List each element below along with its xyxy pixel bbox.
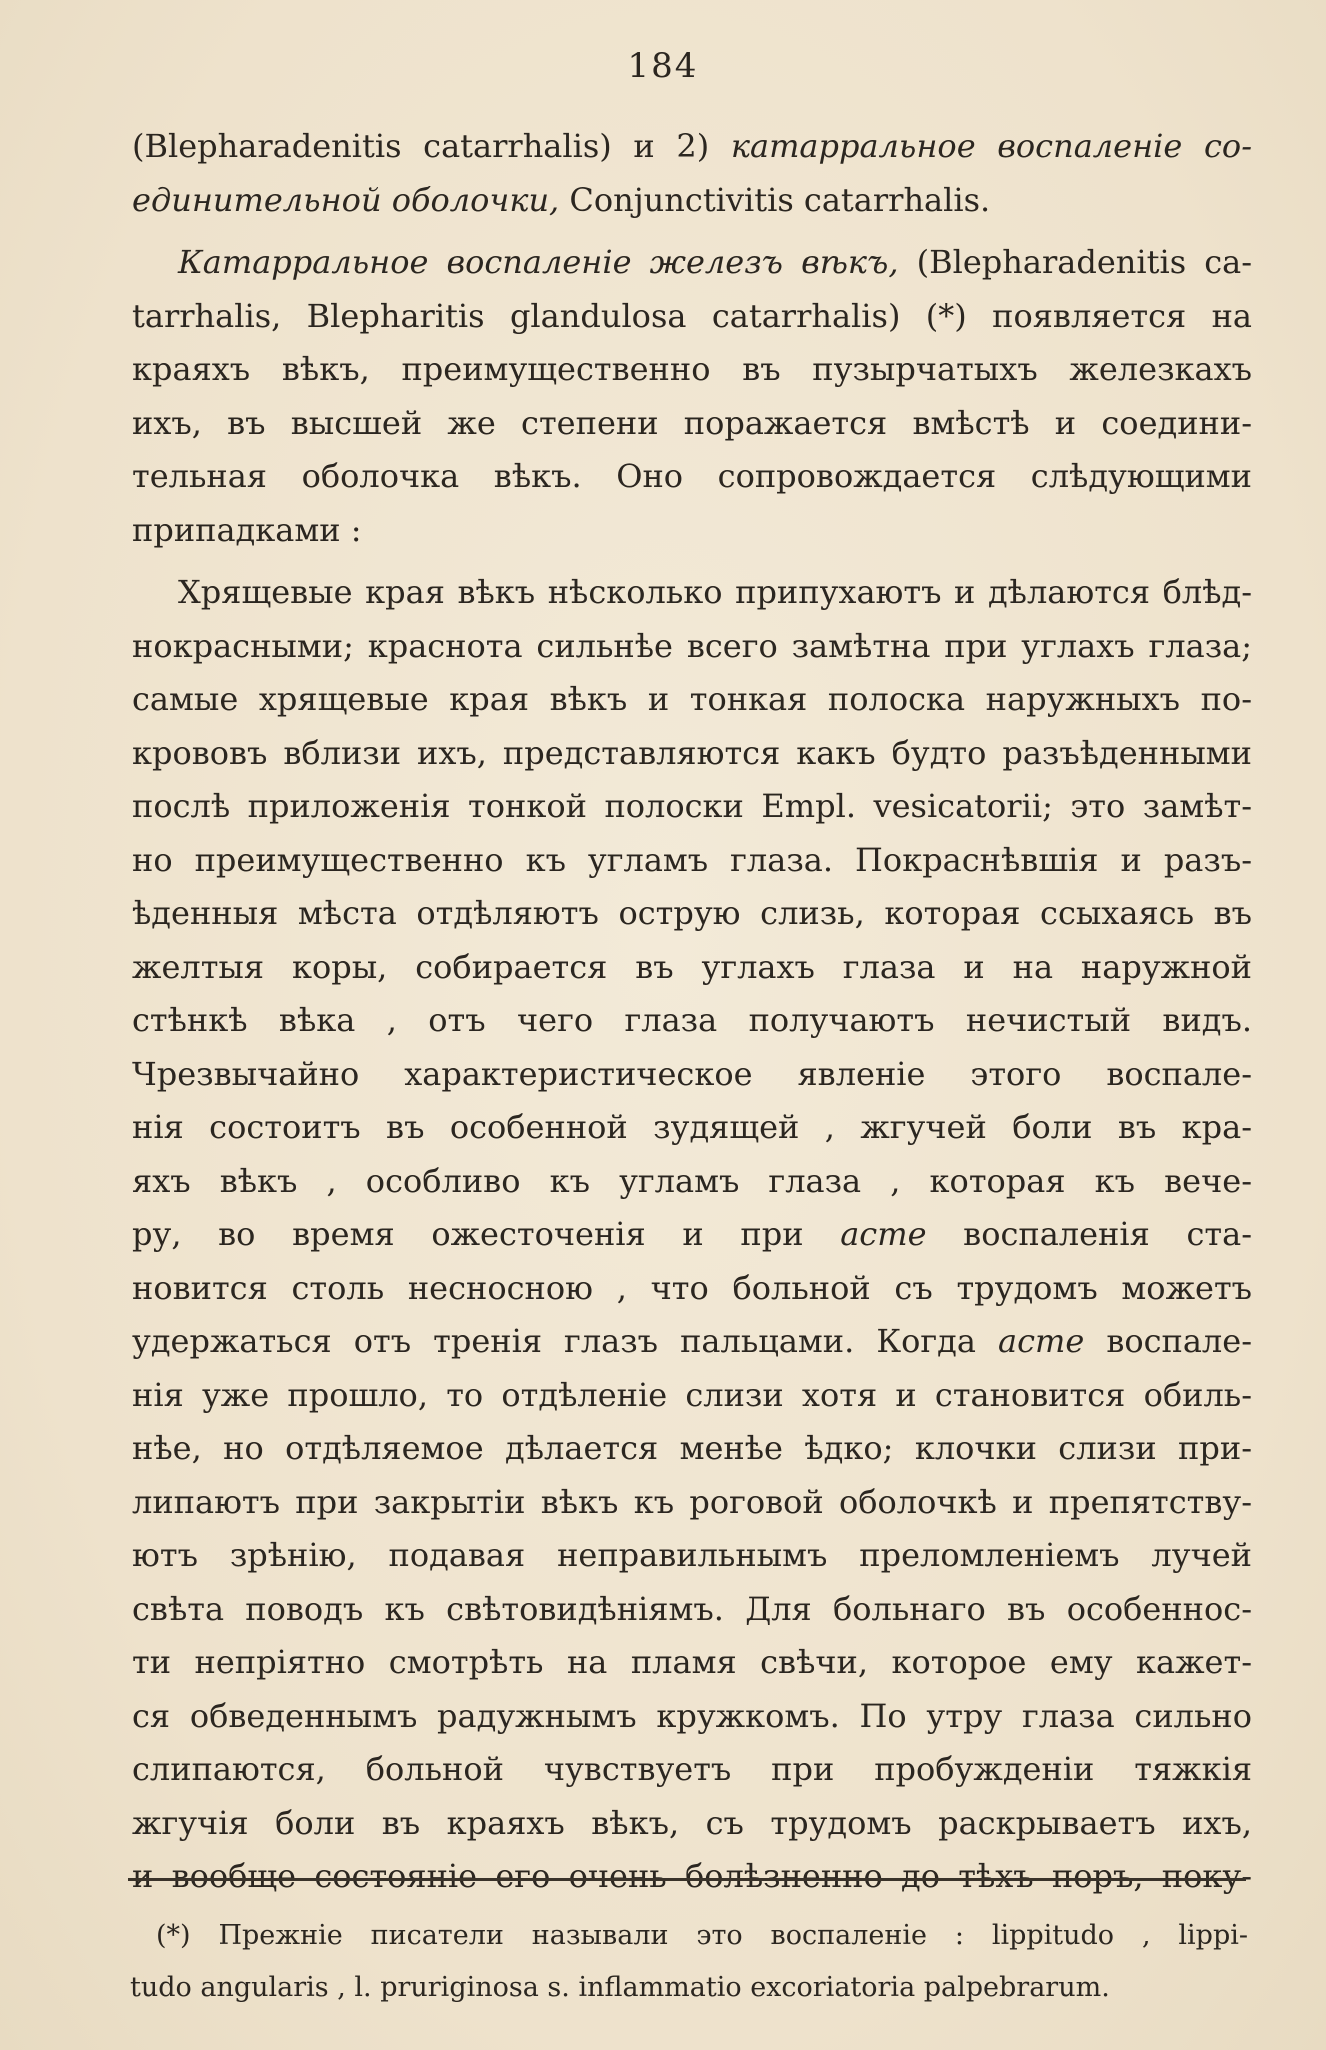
body-line-text: но преимущественно къ угламъ глаза. Покраснѣвшія и разъ- bbox=[132, 840, 1252, 879]
body-line bbox=[132, 566, 1252, 620]
body-line-tail-text: воспаленія ста- bbox=[926, 1215, 1253, 1253]
body-line-text: ся обведеннымъ радужнымъ кружкомъ. По утру глаза сильно bbox=[132, 1696, 1252, 1735]
body-line-text: удержаться отъ тренія глазъ пальцами. Когда bbox=[132, 1322, 998, 1360]
body-line-text: припадками : bbox=[132, 510, 362, 549]
body-line-text: ѣденныя мѣста отдѣляютъ острую слизь, которая ссыхаясь въ bbox=[132, 894, 1252, 932]
body-line-italic-text: единительной оболочки, bbox=[132, 180, 560, 219]
body-line bbox=[132, 1208, 1252, 1262]
body-line bbox=[132, 1048, 1252, 1102]
body-line bbox=[132, 1262, 1252, 1316]
body-line-text: (Blepharadenitis catarrhalis) и 2) bbox=[132, 127, 731, 165]
footnote-line-text: tudo angularis , l. pruriginosa s. inflammatio excoriatoria palpebrarum. bbox=[130, 1972, 1110, 2003]
body-line bbox=[132, 1797, 1252, 1851]
body-line-text: нія состоитъ въ особенной зудящей , жгучей боли въ кра- bbox=[132, 1108, 1252, 1146]
body-line-text: tarrhalis, Blepharitis glandulosa catarrhalis) (*) появляется на bbox=[132, 296, 1252, 335]
body-line bbox=[132, 236, 1252, 290]
body-line-text: ютъ зрѣнію, подавая неправильнымъ преломленіемъ лучей bbox=[132, 1536, 1252, 1574]
body-line-italic-text: Катарральное воспаленіе железъ вѣкъ, bbox=[178, 243, 899, 281]
body-line-tail-text: (Blepharadenitis ca- bbox=[898, 243, 1253, 281]
body-line bbox=[132, 780, 1252, 834]
page-number: 184 bbox=[627, 46, 699, 86]
body-line-text: крововъ вблизи ихъ, представляются какъ будто разъѣденными bbox=[132, 733, 1252, 772]
body-line-italic-text: катарральное воспаленіе со- bbox=[730, 127, 1252, 165]
body-line bbox=[132, 450, 1252, 504]
body-line-text: послѣ приложенія тонкой полоски Empl. vesicatorii; это замѣт- bbox=[132, 787, 1252, 825]
body-line-text: новится столь несносною , что больной съ трудомъ можетъ bbox=[132, 1268, 1252, 1307]
body-line bbox=[132, 1690, 1252, 1744]
body-line bbox=[132, 120, 1252, 174]
body-line-text: желтыя коры, собирается въ углахъ глаза и на наружной bbox=[132, 947, 1252, 986]
body-line bbox=[132, 941, 1252, 995]
body-line bbox=[132, 504, 1252, 558]
body-line bbox=[132, 1476, 1252, 1530]
body-line-italic-text: acme bbox=[997, 1322, 1085, 1360]
body-line bbox=[132, 1636, 1252, 1690]
body-line-text: ти непріятно смотрѣть на пламя свѣчи, которое ему кажет- bbox=[132, 1643, 1252, 1681]
footnote bbox=[130, 1910, 1248, 2014]
body-line bbox=[132, 290, 1252, 344]
body-line bbox=[132, 673, 1252, 727]
body-line-text: ихъ, въ высшей же степени поражается вмѣстѣ и соедини- bbox=[132, 403, 1252, 442]
body-line bbox=[132, 834, 1252, 888]
body-line bbox=[132, 1369, 1252, 1423]
body-line bbox=[132, 1529, 1252, 1583]
body-line-text: свѣта поводъ къ свѣтовидѣніямъ. Для больнаго въ особеннос- bbox=[132, 1589, 1252, 1628]
footnote-line-text: (*) Прежніе писатели называли это воспаленіе : lippitudo , lippi- bbox=[156, 1920, 1248, 1951]
body-line-text: жгучія боли въ краяхъ вѣкъ, съ трудомъ раскрываетъ ихъ, bbox=[132, 1803, 1252, 1842]
body-line-tail-text: воспале- bbox=[1084, 1322, 1253, 1360]
footnote-line bbox=[130, 1962, 1248, 2014]
body-line-text: нокрасными; краснота сильнѣе всего замѣтна при углахъ глаза; bbox=[132, 626, 1252, 665]
body-line bbox=[132, 887, 1252, 941]
body-line-text: Чрезвычайно характеристическое явленіе этого воспале- bbox=[132, 1054, 1252, 1093]
footnote-line bbox=[130, 1910, 1248, 1962]
body-line-text: липаютъ при закрытіи вѣкъ къ роговой оболочкѣ и препятству- bbox=[132, 1482, 1252, 1521]
body-line-text: нія уже прошло, то отдѣленіе слизи хотя и становится обиль- bbox=[132, 1375, 1252, 1414]
body-line-text: яхъ вѣкъ , особливо къ угламъ глаза , которая къ вече- bbox=[132, 1161, 1252, 1200]
body-line bbox=[132, 1315, 1252, 1369]
body-line bbox=[132, 994, 1252, 1048]
paragraph-gap bbox=[132, 557, 1252, 566]
body-line bbox=[132, 343, 1252, 397]
body-line bbox=[132, 1101, 1252, 1155]
body-line-text: самые хрящевые края вѣкъ и тонкая полоска наружныхъ по- bbox=[132, 680, 1252, 718]
body-line-text: и вообще состояніе его очень болѣзненно до тѣхъ поръ, поку- bbox=[132, 1857, 1252, 1895]
body-line bbox=[132, 1743, 1252, 1797]
paragraph-gap bbox=[132, 227, 1252, 236]
body-line-text: ру, во время ожесточенія и при bbox=[132, 1215, 841, 1253]
body-line-text: слипаются, больной чувствуетъ при пробужденіи тяжкія bbox=[132, 1750, 1252, 1788]
body-line-tail-text: Conjunctivitis catarrhalis. bbox=[559, 180, 991, 219]
body-line-text: нѣе, но отдѣляемое дѣлается менѣе ѣдко; клочки слизи при- bbox=[132, 1429, 1252, 1467]
body-line bbox=[132, 1422, 1252, 1476]
body-line bbox=[132, 397, 1252, 451]
body-line-italic-text: acme bbox=[840, 1215, 927, 1253]
body-line-text: краяхъ вѣкъ, преимущественно въ пузырчатыхъ железкахъ bbox=[132, 350, 1252, 388]
body-line-text: тельная оболочка вѣкъ. Оно сопровождается слѣдующими bbox=[132, 457, 1252, 495]
body-line bbox=[132, 620, 1252, 674]
body-line-text: Хрящевые края вѣкъ нѣсколько припухаютъ и дѣлаются блѣд- bbox=[178, 573, 1252, 611]
body-line bbox=[132, 1850, 1252, 1904]
body-line bbox=[132, 1583, 1252, 1637]
body-line bbox=[132, 1155, 1252, 1209]
body-line bbox=[132, 727, 1252, 781]
body-line bbox=[132, 174, 1252, 228]
body-text bbox=[132, 120, 1252, 1904]
body-line-text: стѣнкѣ вѣка , отъ чего глаза получаютъ нечистый видъ. bbox=[132, 1001, 1252, 1039]
footnote-divider bbox=[128, 1878, 1246, 1881]
